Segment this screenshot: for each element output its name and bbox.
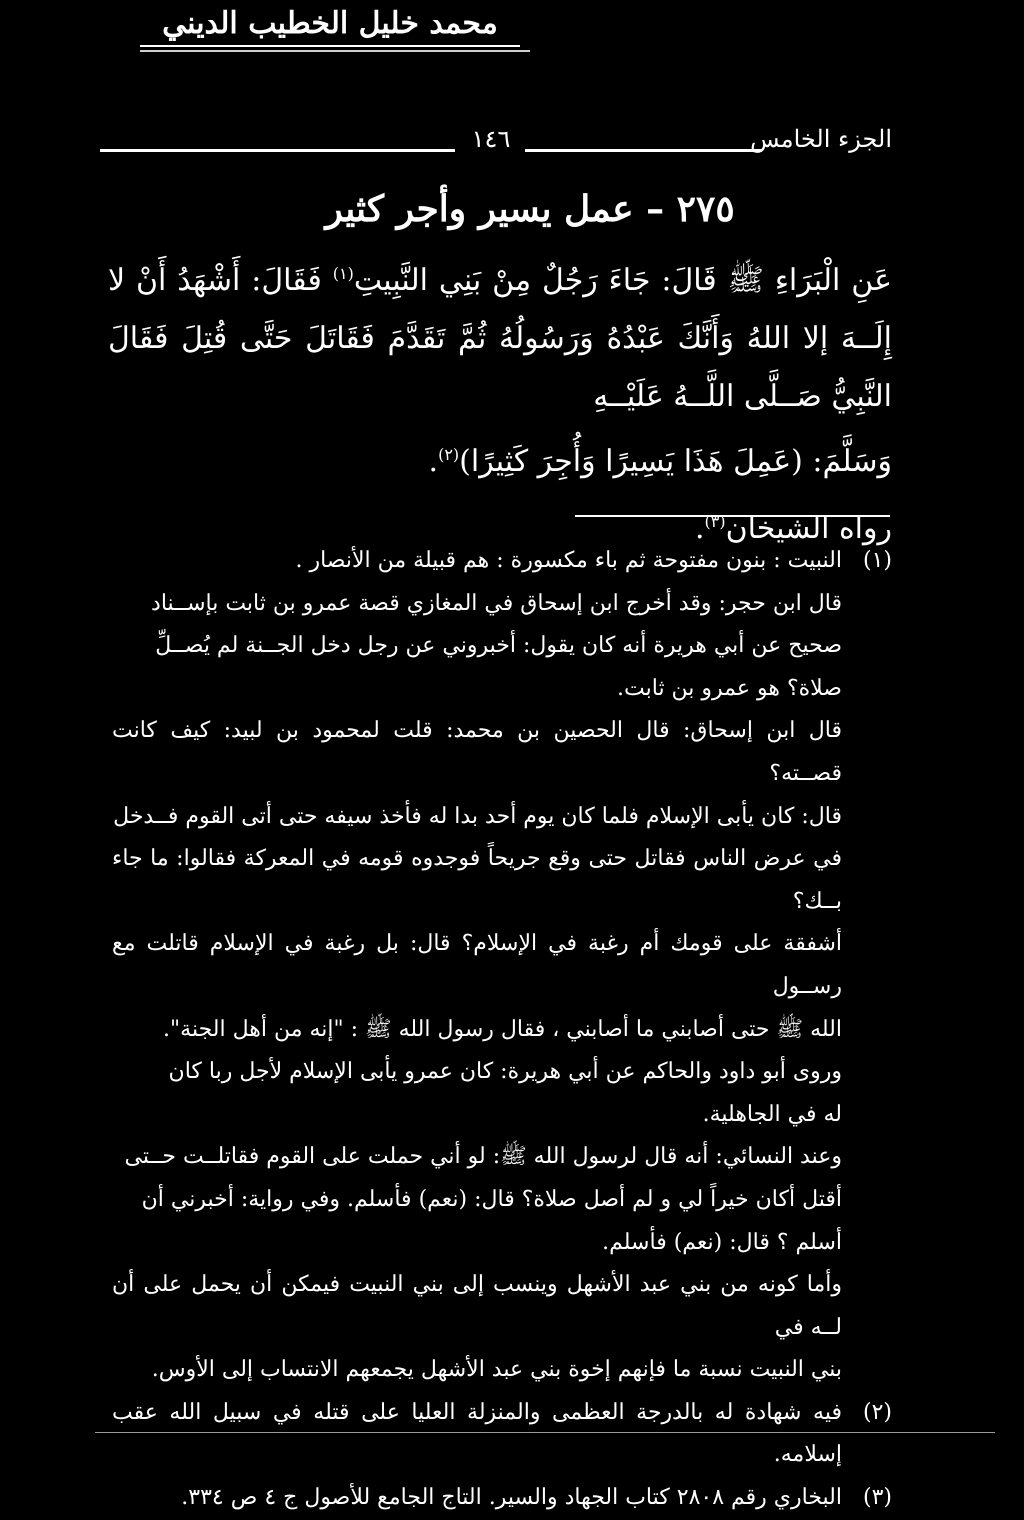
- footnotes: [112, 540, 892, 1520]
- footnote-line: بني النبيت نسبة ما فإنهم إخوة بني عبد الأشهل يجمعهم الانتساب إلى الأوس.: [151, 1357, 842, 1383]
- hadith-text: [108, 245, 892, 558]
- footnote-line: وأما كونه من بني عبد الأشهل وينسب إلى بني النبيت فيمكن أن يحمل على أن لــه في: [112, 1272, 842, 1340]
- running-header: [100, 125, 892, 159]
- footnote-text: [112, 1477, 842, 1520]
- footnote-line: وروى أبو داود والحاكم عن أبي هريرة: كان عمرو يأبى الإسلام لأجل ربا كان: [168, 1059, 842, 1085]
- footnote-marker-3: (٣): [704, 512, 726, 531]
- footnote-text: [112, 1392, 842, 1477]
- source-text: رواه الشيخان: [725, 511, 892, 546]
- footnote-number: (٢): [862, 1399, 892, 1425]
- footnote-line: له في الجاهلية.: [702, 1101, 842, 1127]
- hadith-line-1: عَنِ الْبَرَاءِ ﷺ قَالَ: جَاءَ رَجُلٌ مِنْ بَنِي النَّبِيتِ: [353, 263, 892, 298]
- footnote-line: صحيح عن أبي هريرة أنه كان يقول: أخبروني عن رجل دخل الجــنة لم يُصــلِّ: [155, 633, 842, 659]
- header-rule-left: [100, 149, 455, 152]
- hadith-period: .: [428, 444, 439, 479]
- footnote-1: [112, 540, 892, 583]
- footnote-line: قال ابن إسحاق: قال الحصين بن محمد: قلت لمحمود بن لبيد: كيف كانت قصــته؟: [112, 718, 842, 786]
- footnote-line: في عرض الناس فقاتل حتى وقع جريحاً فوجدوه قومه في المعركة فقالوا: ما جاء بــك؟: [112, 846, 842, 914]
- footnote-1-continued: [112, 583, 892, 1392]
- footnote-number: (١): [862, 548, 892, 573]
- footnote-number: (٣): [862, 1485, 892, 1511]
- author-header: محمد خليل الخطيب الديني: [140, 6, 520, 47]
- hadith-line-3: وَسَلَّمَ: (عَمِلَ هَذَا يَسِيرًا وَأُجِرَ كَثِيرًا): [459, 444, 892, 479]
- page-bottom-rule: [95, 1432, 995, 1433]
- footnote-text: [112, 540, 842, 583]
- header-underline: [140, 50, 530, 52]
- footnote-line: أسلم ؟ قال: (نعم) فأسلم.: [602, 1229, 842, 1255]
- footnote-3: [112, 1477, 892, 1520]
- footnote-line: وعند النسائي: أنه قال لرسول الله ﷺ: لو أني حملت على القوم فقاتلــت حــتى: [124, 1144, 842, 1170]
- hadith-line-2: فَقَالَ: أَشْهَدُ أَنْ لا إِلَــهَ إلا اللهُ وَأَنَّكَ عَبْدُهُ وَرَسُولُهُ ثُمَّ تَقَدَّمَ فَقَاتَلَ حَتَّى قُتِلَ فَقَالَ النَّبِيُّ صَــلَّى اللَّــهُ عَلَيْــهِ: [108, 263, 892, 414]
- header-rule-right: [525, 149, 762, 152]
- footnote-line: الله ﷺ حتى أصابني ما أصابني ، فقال رسول الله ﷺ : "إنه من أهل الجنة".: [163, 1016, 842, 1042]
- footnote-marker-1: (١): [332, 264, 354, 283]
- footnote-line: البخاري رقم ٢٨٠٨ كتاب الجهاد والسير. التاج الجامع للأصول ج ٤ ص ٣٣٤.: [181, 1485, 842, 1511]
- footnote-line: النبيت : بنون مفتوحة ثم باء مكسورة : هم قبيلة من الأنصار .: [295, 548, 842, 573]
- footnote-separator: [575, 515, 890, 517]
- footnote-line: صلاة؟ هو عمرو بن ثابت.: [617, 675, 842, 701]
- footnote-line: أشفقة على قومك أم رغبة في الإسلام؟ قال: بل رغبة في الإسلام قاتلت مع رســول: [112, 931, 842, 999]
- entry-title: ٢٧٥ – عمل يسير وأجر كثير: [325, 188, 735, 230]
- footnote-line: فيه شهادة له بالدرجة العظمى والمنزلة العليا على قتله في سبيل الله عقب إسلامه.: [112, 1399, 842, 1468]
- footnote-text: [112, 583, 842, 1392]
- footnote-line: أقتل أكان خيراً لي و لم أصل صلاة؟ قال: (نعم) فأسلم. وفي رواية: أخبرني أن: [141, 1186, 842, 1212]
- footnote-marker-2: (٢): [438, 445, 460, 464]
- page-number: ١٤٦: [471, 125, 511, 153]
- footnote-number: [842, 583, 892, 1392]
- part-label: الجزء الخامس: [750, 125, 892, 153]
- source-period: .: [694, 511, 705, 546]
- footnote-2: [112, 1392, 892, 1477]
- hadith-paragraph: [108, 245, 892, 491]
- footnote-line: قال ابن حجر: وقد أخرج ابن إسحاق في المغازي قصة عمرو بن ثابت بإســناد: [151, 590, 842, 616]
- footnote-line: قال: كان يأبى الإسلام فلما كان يوم أحد بدا له فأخذ سيفه حتى أتى القوم فــدخل: [113, 803, 842, 829]
